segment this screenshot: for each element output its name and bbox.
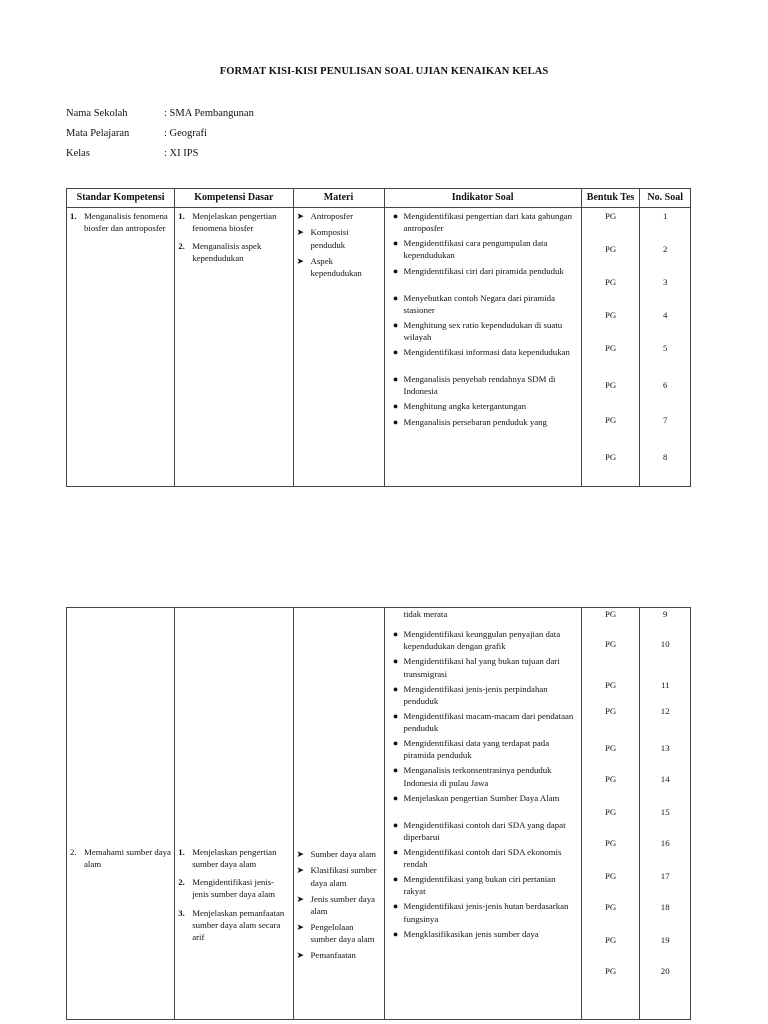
materi-text: Antroposfer bbox=[310, 211, 354, 221]
bentuk-value: PG bbox=[604, 935, 617, 945]
indikator-text: Menjelaskan pengertian Sumber Daya Alam bbox=[403, 792, 560, 803]
grid-table-1 bbox=[66, 188, 691, 487]
kd-cell bbox=[175, 208, 293, 487]
arrow-bullet-icon: ➤ bbox=[296, 211, 305, 221]
nomor-value: 14 bbox=[660, 774, 670, 784]
meta-label: Kelas bbox=[66, 148, 90, 159]
indikator-text: Menghitung angka ketergantungan bbox=[403, 401, 527, 412]
kd-text: Menjelaskan pengertian fenomena biosfer bbox=[192, 211, 277, 234]
indikator-item bbox=[388, 737, 578, 761]
indikator-item bbox=[388, 900, 578, 924]
dot-bullet-icon: ● bbox=[392, 765, 399, 776]
materi-text: Komposisi penduduk bbox=[310, 227, 349, 250]
materi-text: Klasifikasi sumber daya alam bbox=[310, 865, 377, 888]
indikator-text: Mengidentifikasi jenis-jenis perpindahan penduduk bbox=[403, 683, 548, 706]
meta-value: : XI IPS bbox=[164, 148, 199, 159]
bentuk-cell bbox=[581, 608, 640, 1020]
bentuk-value: PG bbox=[604, 310, 617, 320]
kd-item bbox=[178, 907, 289, 943]
nomor-cell bbox=[640, 608, 691, 1020]
table-row bbox=[67, 608, 691, 1020]
kd-number: 1. bbox=[178, 847, 185, 857]
indikator-item bbox=[388, 292, 578, 316]
header-kompetensi-dasar: Kompetensi Dasar bbox=[175, 189, 293, 208]
nomor-value: 5 bbox=[662, 343, 668, 353]
indikator-continued-text: tidak merata bbox=[403, 609, 448, 619]
dot-bullet-icon: ● bbox=[392, 319, 399, 330]
kd-text: Mengidentifikasi jenis-jenis sumber daya alam bbox=[192, 877, 276, 900]
indikator-text: Mengklasifikasikan jenis sumber daya bbox=[403, 928, 539, 939]
indikator-text: Menganalisis terkonsentrasinya penduduk Indonesia di pulau Jawa bbox=[403, 765, 552, 788]
materi-item bbox=[297, 210, 381, 222]
dot-bullet-icon: ● bbox=[392, 874, 399, 885]
dot-bullet-icon: ● bbox=[392, 401, 399, 412]
materi-item bbox=[297, 949, 381, 961]
indikator-item bbox=[388, 655, 578, 679]
kd-number: 2. bbox=[178, 241, 185, 252]
indikator-item bbox=[388, 792, 578, 816]
bentuk-value: PG bbox=[604, 743, 617, 753]
indikator-item bbox=[388, 928, 578, 940]
table-row bbox=[67, 208, 691, 487]
bentuk-value: PG bbox=[604, 838, 617, 848]
kd-item bbox=[178, 876, 289, 900]
indikator-text: Mengidentifikasi cara pengumpulan data kependudukan bbox=[403, 238, 548, 261]
materi-cell bbox=[293, 608, 384, 1020]
sk-number: 2. bbox=[70, 847, 77, 857]
nomor-value: 9 bbox=[662, 609, 668, 619]
nomor-value: 13 bbox=[660, 743, 670, 753]
arrow-bullet-icon: ➤ bbox=[296, 227, 305, 238]
kd-item bbox=[178, 210, 289, 234]
meta-label: Nama Sekolah bbox=[66, 108, 128, 119]
materi-item bbox=[297, 848, 381, 860]
indikator-text: Mengidentifikasi pengertian dari kata gabungan antroposfer bbox=[403, 211, 573, 234]
bentuk-value: PG bbox=[604, 680, 617, 690]
kd-number: 2. bbox=[178, 877, 185, 888]
bentuk-value: PG bbox=[604, 415, 617, 425]
indikator-text: Mengidentifikasi ciri dari piramida penduduk bbox=[403, 265, 564, 276]
indikator-item bbox=[388, 400, 578, 412]
bentuk-value: PG bbox=[604, 380, 617, 390]
nomor-value: 1 bbox=[662, 211, 668, 221]
bentuk-value: PG bbox=[604, 774, 617, 784]
bentuk-value: PG bbox=[604, 609, 617, 619]
page-title: FORMAT KISI-KISI PENULISAN SOAL UJIAN KENAIKAN KELAS bbox=[219, 66, 549, 77]
dot-bullet-icon: ● bbox=[392, 901, 399, 912]
kd-cell bbox=[175, 608, 293, 1020]
indikator-text: Menyebutkan contoh Negara dari piramida stasioner bbox=[403, 292, 555, 315]
bentuk-value: PG bbox=[604, 452, 617, 462]
indikator-text: Mengidentifikasi jenis-jenis hutan berdasarkan fungsinya bbox=[403, 901, 569, 924]
dot-bullet-icon: ● bbox=[392, 928, 399, 939]
dot-bullet-icon: ● bbox=[392, 292, 399, 303]
indikator-text: Mengidentifikasi data yang terdapat pada piramida penduduk bbox=[403, 738, 550, 761]
indikator-item bbox=[388, 819, 578, 843]
sk-number: 1. bbox=[70, 211, 77, 221]
nomor-value: 20 bbox=[660, 966, 670, 976]
header-no-soal: No. Soal bbox=[640, 189, 691, 208]
materi-cell bbox=[293, 208, 384, 487]
bentuk-value: PG bbox=[604, 807, 617, 817]
indikator-text: Menghitung sex ratio kependudukan di suatu wilayah bbox=[403, 319, 563, 342]
bentuk-value: PG bbox=[604, 871, 617, 881]
nomor-value: 17 bbox=[660, 871, 670, 881]
nomor-value: 10 bbox=[660, 639, 670, 649]
materi-item bbox=[297, 864, 381, 888]
meta-value: : Geografi bbox=[164, 128, 207, 139]
kd-item bbox=[178, 846, 289, 870]
indikator-cell bbox=[384, 208, 581, 487]
bentuk-value: PG bbox=[604, 277, 617, 287]
arrow-bullet-icon: ➤ bbox=[296, 893, 305, 904]
bentuk-value: PG bbox=[604, 211, 617, 221]
meta-label: Mata Pelajaran bbox=[66, 128, 130, 139]
indikator-item bbox=[388, 373, 578, 397]
indikator-item bbox=[388, 265, 578, 289]
indikator-item bbox=[388, 237, 578, 261]
nomor-value: 11 bbox=[660, 680, 670, 690]
materi-item bbox=[297, 921, 381, 945]
dot-bullet-icon: ● bbox=[392, 792, 399, 803]
indikator-item bbox=[388, 319, 578, 343]
bentuk-value: PG bbox=[604, 706, 617, 716]
materi-text: Jenis sumber daya alam bbox=[310, 893, 376, 916]
indikator-item bbox=[388, 628, 578, 652]
nomor-cell bbox=[640, 208, 691, 487]
indikator-item bbox=[388, 346, 578, 370]
dot-bullet-icon: ● bbox=[392, 683, 399, 694]
indikator-text: Mengidentifikasi contoh dari SDA yang dapat diperbarui bbox=[403, 819, 566, 842]
dot-bullet-icon: ● bbox=[392, 211, 399, 221]
nomor-value: 2 bbox=[662, 244, 668, 254]
indikator-item bbox=[388, 873, 578, 897]
indikator-item bbox=[388, 683, 578, 707]
bentuk-value: PG bbox=[604, 902, 617, 912]
arrow-bullet-icon: ➤ bbox=[296, 255, 305, 266]
materi-text: Sumber daya alam bbox=[310, 849, 376, 859]
materi-text: Pengelolaan sumber daya alam bbox=[310, 921, 375, 945]
dot-bullet-icon: ● bbox=[392, 347, 399, 357]
dot-bullet-icon: ● bbox=[392, 629, 399, 640]
dot-bullet-icon: ● bbox=[392, 846, 399, 857]
header-bentuk-tes: Bentuk Tes bbox=[581, 189, 640, 208]
kd-text: Menjelaskan pengertian sumber daya alam bbox=[192, 847, 277, 870]
materi-item bbox=[297, 226, 381, 250]
header-row bbox=[67, 189, 691, 208]
indikator-text: Menganalisis persebaran penduduk yang bbox=[403, 416, 547, 427]
materi-text: Pemanfaatan bbox=[310, 950, 356, 961]
dot-bullet-icon: ● bbox=[392, 238, 399, 249]
nomor-value: 12 bbox=[660, 706, 670, 716]
kd-number: 3. bbox=[178, 907, 185, 918]
dot-bullet-icon: ● bbox=[392, 819, 399, 830]
nomor-value: 19 bbox=[660, 935, 670, 945]
bentuk-cell bbox=[581, 208, 640, 487]
kd-item bbox=[178, 240, 289, 264]
indikator-item bbox=[388, 764, 578, 788]
meta-value: : SMA Pembangunan bbox=[164, 108, 254, 119]
arrow-bullet-icon: ➤ bbox=[296, 950, 305, 961]
sk-item bbox=[70, 210, 171, 234]
nomor-value: 6 bbox=[662, 380, 668, 390]
nomor-value: 4 bbox=[662, 310, 668, 320]
nomor-value: 16 bbox=[660, 838, 670, 848]
indikator-text: Mengidentifikasi informasi data kependudukan bbox=[403, 347, 570, 357]
kd-number: 1. bbox=[178, 211, 185, 221]
indikator-item bbox=[388, 710, 578, 734]
indikator-cell bbox=[384, 608, 581, 1020]
bentuk-value: PG bbox=[604, 639, 617, 649]
dot-bullet-icon: ● bbox=[392, 710, 399, 721]
indikator-text: Mengidentifikasi macam-macam dari pendataan penduduk bbox=[403, 710, 574, 733]
indikator-item bbox=[388, 416, 578, 428]
sk-cell bbox=[67, 208, 175, 487]
indikator-text: Mengidentifikasi contoh dari SDA ekonomis rendah bbox=[403, 846, 562, 869]
sk-item bbox=[70, 846, 171, 870]
kd-text: Menganalisis aspek kependudukan bbox=[192, 241, 262, 264]
arrow-bullet-icon: ➤ bbox=[296, 865, 305, 876]
bentuk-value: PG bbox=[604, 244, 617, 254]
materi-text: Aspek kependudukan bbox=[310, 255, 362, 278]
meta-subject bbox=[66, 128, 207, 139]
grid-table-2 bbox=[66, 607, 691, 1020]
indikator-item bbox=[388, 846, 578, 870]
sk-cell bbox=[67, 608, 175, 1020]
dot-bullet-icon: ● bbox=[392, 374, 399, 384]
dot-bullet-icon: ● bbox=[392, 738, 399, 749]
indikator-text: Mengidentifikasi keunggulan penyajian data kependudukan dengan grafik bbox=[403, 629, 561, 652]
dot-bullet-icon: ● bbox=[392, 265, 399, 276]
indikator-item bbox=[388, 210, 578, 234]
materi-item bbox=[297, 893, 381, 917]
nomor-value: 7 bbox=[662, 415, 668, 425]
indikator-text: Mengidentifikasi hal yang bukan tujuan dari transmigrasi bbox=[403, 656, 560, 679]
dot-bullet-icon: ● bbox=[392, 656, 399, 667]
bentuk-value: PG bbox=[604, 343, 617, 353]
dot-bullet-icon: ● bbox=[392, 416, 399, 427]
header-standar-kompetensi: Standar Kompetensi bbox=[67, 189, 175, 208]
header-indikator-soal: Indikator Soal bbox=[384, 189, 581, 208]
kd-text: Menjelaskan pemanfaatan sumber daya alam secara arif bbox=[192, 907, 285, 942]
nomor-value: 18 bbox=[660, 902, 670, 912]
arrow-bullet-icon: ➤ bbox=[296, 849, 305, 859]
bentuk-value: PG bbox=[604, 966, 617, 976]
nomor-value: 8 bbox=[662, 452, 668, 462]
header-materi: Materi bbox=[293, 189, 384, 208]
indikator-text: Menganalisis penyebab rendahnya SDM di Indonesia bbox=[403, 374, 556, 397]
arrow-bullet-icon: ➤ bbox=[296, 921, 305, 932]
meta-school bbox=[66, 108, 254, 119]
nomor-value: 15 bbox=[660, 807, 670, 817]
sk-text: Menganalisis fenomena biosfer dan antroposfer bbox=[84, 211, 168, 234]
sk-text: Memahami sumber daya alam bbox=[84, 847, 171, 870]
meta-class bbox=[66, 148, 198, 159]
indikator-text: Mengidentifikasi yang bukan ciri pertanian rakyat bbox=[403, 874, 556, 897]
nomor-value: 3 bbox=[662, 277, 668, 287]
materi-item bbox=[297, 255, 381, 279]
